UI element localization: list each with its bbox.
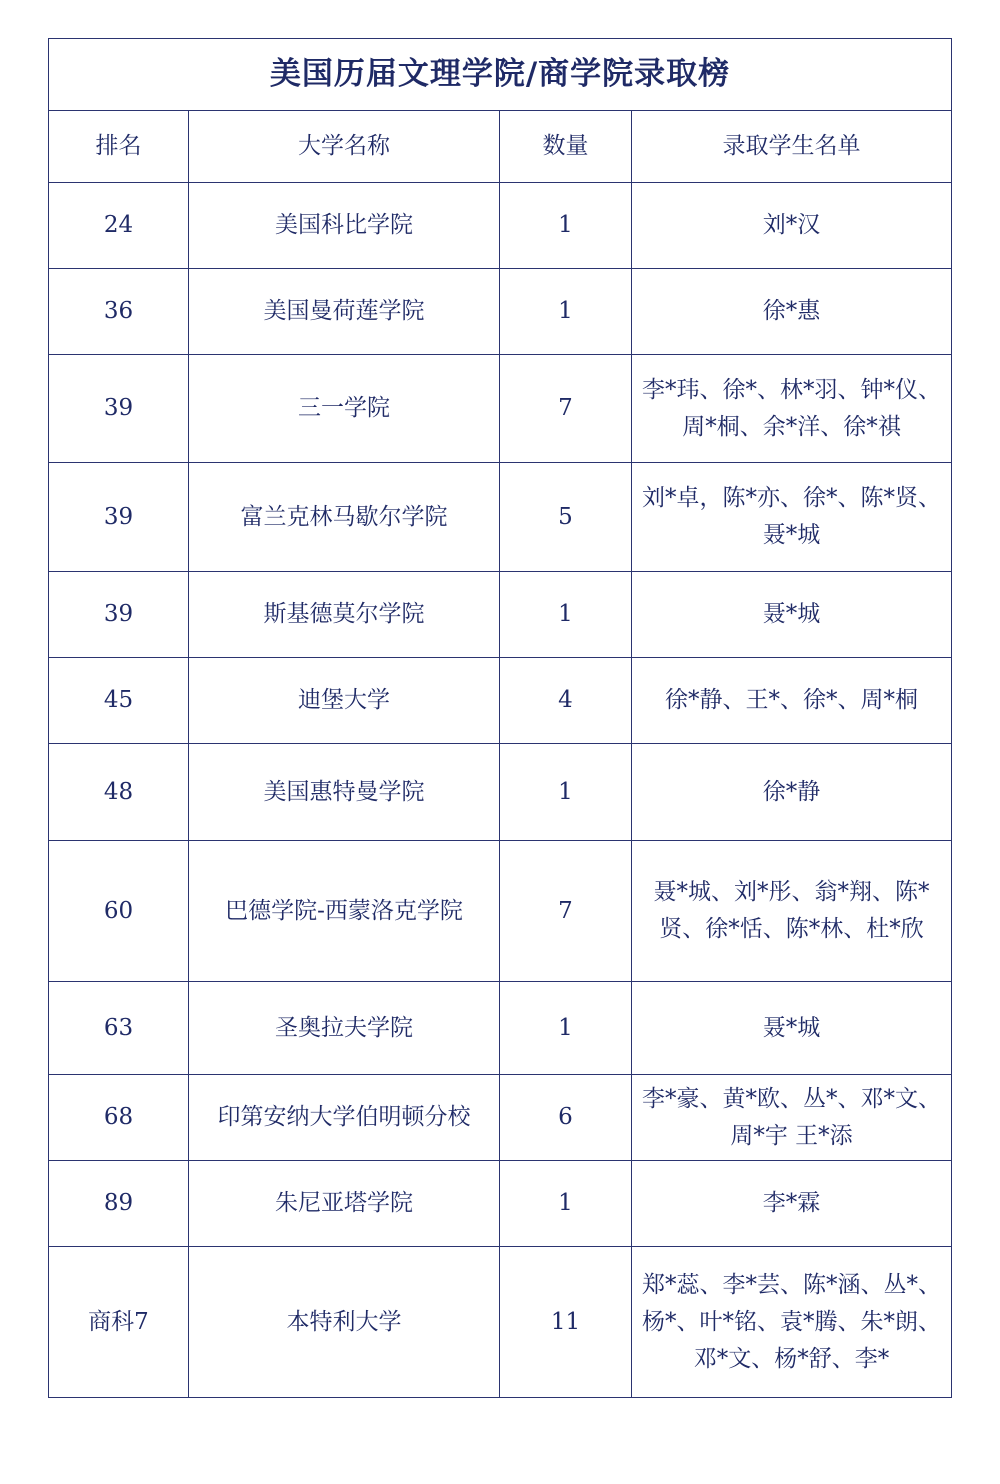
school-cell: 美国惠特曼学院 [189, 744, 500, 841]
school-cell: 美国科比学院 [189, 183, 500, 269]
school-cell: 朱尼亚塔学院 [189, 1161, 500, 1247]
table-row [49, 269, 952, 355]
rank-cell: 39 [49, 355, 189, 463]
rank-cell: 24 [49, 183, 189, 269]
rank-cell: 63 [49, 982, 189, 1075]
rank-cell: 48 [49, 744, 189, 841]
table-row [49, 658, 952, 744]
school-cell: 本特利大学 [189, 1247, 500, 1398]
count-cell: 7 [500, 355, 632, 463]
students-cell: 刘*卓，陈*亦、徐*、陈*贤、聂*城 [632, 463, 952, 572]
school-cell: 斯基德莫尔学院 [189, 572, 500, 658]
count-cell: 1 [500, 982, 632, 1075]
table-row [49, 982, 952, 1075]
header-rank: 排名 [49, 111, 189, 183]
count-cell: 1 [500, 1161, 632, 1247]
students-cell: 郑*蕊、李*芸、陈*涵、丛*、杨*、叶*铭、袁*腾、朱*朗、邓*文、杨*舒、李* [632, 1247, 952, 1398]
school-cell: 美国曼荷莲学院 [189, 269, 500, 355]
rank-cell: 60 [49, 841, 189, 982]
count-cell: 6 [500, 1075, 632, 1161]
admissions-table [48, 38, 952, 1398]
table-row [49, 463, 952, 572]
rank-cell: 39 [49, 572, 189, 658]
school-cell: 富兰克林马歇尔学院 [189, 463, 500, 572]
students-cell: 李*霖 [632, 1161, 952, 1247]
rank-cell: 68 [49, 1075, 189, 1161]
table-row [49, 572, 952, 658]
count-cell: 1 [500, 744, 632, 841]
students-cell: 徐*惠 [632, 269, 952, 355]
rank-cell: 89 [49, 1161, 189, 1247]
school-cell: 巴德学院-西蒙洛克学院 [189, 841, 500, 982]
header-row [49, 111, 952, 183]
title-row [49, 39, 952, 111]
count-cell: 7 [500, 841, 632, 982]
rank-cell: 商科7 [49, 1247, 189, 1398]
school-cell: 圣奥拉夫学院 [189, 982, 500, 1075]
count-cell: 4 [500, 658, 632, 744]
table-row [49, 1161, 952, 1247]
count-cell: 1 [500, 572, 632, 658]
students-cell: 聂*城 [632, 572, 952, 658]
table-row [49, 841, 952, 982]
count-cell: 1 [500, 269, 632, 355]
count-cell: 11 [500, 1247, 632, 1398]
count-cell: 1 [500, 183, 632, 269]
school-cell: 印第安纳大学伯明顿分校 [189, 1075, 500, 1161]
header-school: 大学名称 [189, 111, 500, 183]
count-cell: 5 [500, 463, 632, 572]
school-cell: 迪堡大学 [189, 658, 500, 744]
students-cell: 聂*城 [632, 982, 952, 1075]
school-cell: 三一学院 [189, 355, 500, 463]
table-title: 美国历届文理学院/商学院录取榜 [49, 39, 952, 111]
students-cell: 李*豪、黄*欧、丛*、邓*文、周*宇 王*添 [632, 1075, 952, 1161]
header-count: 数量 [500, 111, 632, 183]
students-cell: 刘*汉 [632, 183, 952, 269]
table-row [49, 744, 952, 841]
header-students: 录取学生名单 [632, 111, 952, 183]
rank-cell: 45 [49, 658, 189, 744]
table-row [49, 1075, 952, 1161]
students-cell: 李*玮、徐*、林*羽、钟*仪、周*桐、余*洋、徐*祺 [632, 355, 952, 463]
table-row [49, 355, 952, 463]
table-row [49, 1247, 952, 1398]
students-cell: 徐*静、王*、徐*、周*桐 [632, 658, 952, 744]
students-cell: 聂*城、刘*彤、翁*翔、陈*贤、徐*恬、陈*林、杜*欣 [632, 841, 952, 982]
rank-cell: 39 [49, 463, 189, 572]
students-cell: 徐*静 [632, 744, 952, 841]
rank-cell: 36 [49, 269, 189, 355]
table-row [49, 183, 952, 269]
